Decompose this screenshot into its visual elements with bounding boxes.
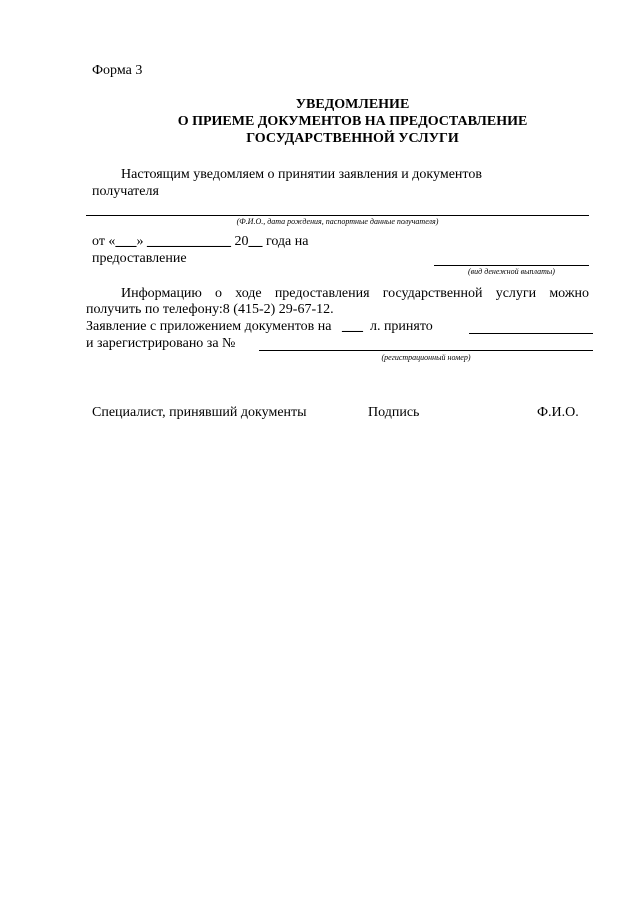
sheets-blank: ___ — [341, 319, 363, 334]
statement-line — [86, 319, 433, 335]
date-quote-close: » — [136, 234, 144, 249]
specialist-label: Специалист, принявший документы — [92, 405, 307, 420]
registration-number-line — [259, 350, 593, 351]
statement-part-2: л. принято — [369, 319, 433, 334]
registered-label: и зарегистрировано за № — [86, 336, 236, 351]
recipient-fio-line — [86, 215, 589, 216]
title-line-2: О ПРИЕМЕ ДОКУМЕНТОВ НА ПРЕДОСТАВЛЕНИЕ — [177, 114, 528, 129]
title-line-1: УВЕДОМЛЕНИЕ — [295, 97, 410, 112]
date-suffix: года на — [262, 234, 309, 249]
payment-caption: (вид денежной выплаты) — [468, 267, 555, 276]
notice-line-2: получателя — [92, 184, 159, 199]
fio-caption: (Ф.И.О., дата рождения, паспортные данные получателя) — [236, 217, 439, 226]
notice-line-1: Настоящим уведомляем о принятии заявления и документов — [121, 167, 482, 182]
signature-label: Подпись — [368, 405, 420, 420]
info-line-1: Информацию о ходе предоставления государственной услуги можно — [121, 286, 589, 301]
fio-label: Ф.И.О. — [537, 405, 579, 420]
date-row — [92, 234, 308, 250]
year-blank: __ — [248, 234, 263, 249]
accepted-by-line — [469, 333, 593, 334]
day-blank: ___ — [115, 234, 137, 249]
registration-caption: (регистрационный номер) — [381, 353, 471, 362]
date-prefix: от « — [92, 234, 116, 249]
statement-part-1: Заявление с приложением документов на — [86, 319, 332, 334]
info-line-2: получить по телефону:8 (415-2) 29-67-12. — [86, 302, 334, 317]
title-line-3: ГОСУДАРСТВЕННОЙ УСЛУГИ — [246, 131, 459, 146]
year-prefix: 20 — [234, 234, 249, 249]
payment-type-line — [434, 265, 589, 266]
month-blank: ____________ — [146, 234, 231, 249]
provision-label: предоставление — [92, 251, 187, 266]
form-label: Форма 3 — [92, 63, 143, 78]
